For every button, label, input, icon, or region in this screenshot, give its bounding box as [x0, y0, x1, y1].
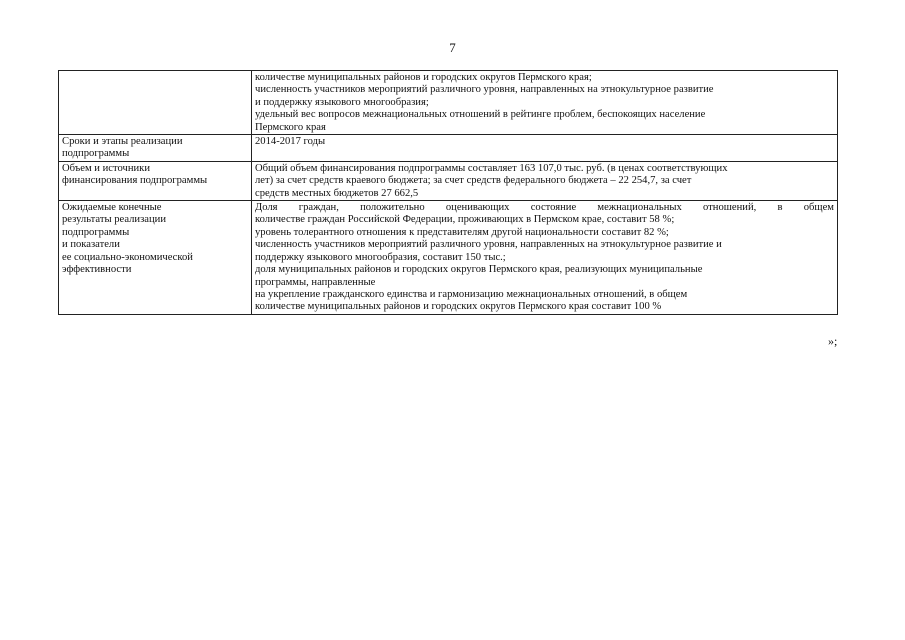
page-number: 7: [449, 40, 456, 55]
row-value-cell: [252, 71, 838, 135]
table-row: [59, 71, 838, 135]
label-line: эффективности: [62, 264, 132, 276]
value-line: уровень толерантного отношения к представителям другой национальности составит 82 %;: [255, 226, 669, 238]
value-line: численность участников мероприятий различного уровня, направленных на этнокультурное развитие: [255, 84, 714, 96]
table-row: [59, 201, 838, 315]
subprogram-passport-table: [58, 70, 838, 315]
label-line: финансирования подпрограммы: [62, 175, 208, 187]
value-line: удельный вес вопросов межнациональных отношений в рейтинге проблем, беспокоящих население: [255, 109, 706, 121]
row-value-cell: [252, 161, 838, 200]
row-value-cell: [252, 201, 838, 315]
label-line: ее социально-экономической: [62, 251, 193, 263]
value-line: Доля граждан, положительно оценивающих состояние межнациональных отношений, в общем: [255, 202, 834, 214]
value-line: количестве муниципальных районов и городских округов Пермского края составит 100 %: [255, 301, 662, 313]
value-line: средств местных бюджетов 27 662,5: [255, 187, 419, 199]
label-line: подпрограммы: [62, 226, 130, 238]
value-line: программы, направленные: [255, 276, 376, 288]
closing-quote-mark: »;: [828, 334, 838, 348]
table-row: [59, 161, 838, 200]
value-line: доля муниципальных районов и городских округов Пермского края, реализующих муниципальные: [255, 264, 703, 276]
value-line: лет) за счет средств краевого бюджета; за счет средств федерального бюджета – 22 254,7, за счет: [255, 175, 692, 187]
table-row: [59, 135, 838, 162]
label-line: подпрограммы: [62, 148, 130, 160]
row-label-cell: [59, 135, 252, 162]
value-line: количестве граждан Российской Федерации, проживающих в Пермском крае, составит 58 %;: [255, 214, 675, 226]
row-value-cell: [252, 135, 838, 162]
label-line: и показатели: [62, 239, 120, 251]
value-line: поддержку языкового многообразия, составит 150 тыс.;: [255, 251, 506, 263]
label-line: результаты реализации: [62, 214, 166, 226]
value-line: на укрепление гражданского единства и гармонизацию межнациональных отношений, в общем: [255, 288, 688, 300]
value-line: и поддержку языкового многообразия;: [255, 96, 429, 108]
value-line: Пермского края: [255, 121, 326, 133]
row-label-cell: [59, 201, 252, 315]
row-label-cell: [59, 161, 252, 200]
value-line: количестве муниципальных районов и городских округов Пермского края;: [255, 72, 592, 83]
row-label-cell: [59, 71, 252, 135]
value-line: 2014-2017 годы: [255, 136, 326, 148]
value-line: Общий объем финансирования подпрограммы составляет 163 107,0 тыс. руб. (в ценах соответствующих: [255, 162, 728, 174]
label-line: Ожидаемые конечные: [62, 202, 162, 214]
label-line: Объем и источники: [62, 162, 150, 174]
value-line: численность участников мероприятий различного уровня, направленных на этнокультурное развитие и: [255, 239, 722, 251]
label-line: Сроки и этапы реализации: [62, 136, 183, 148]
